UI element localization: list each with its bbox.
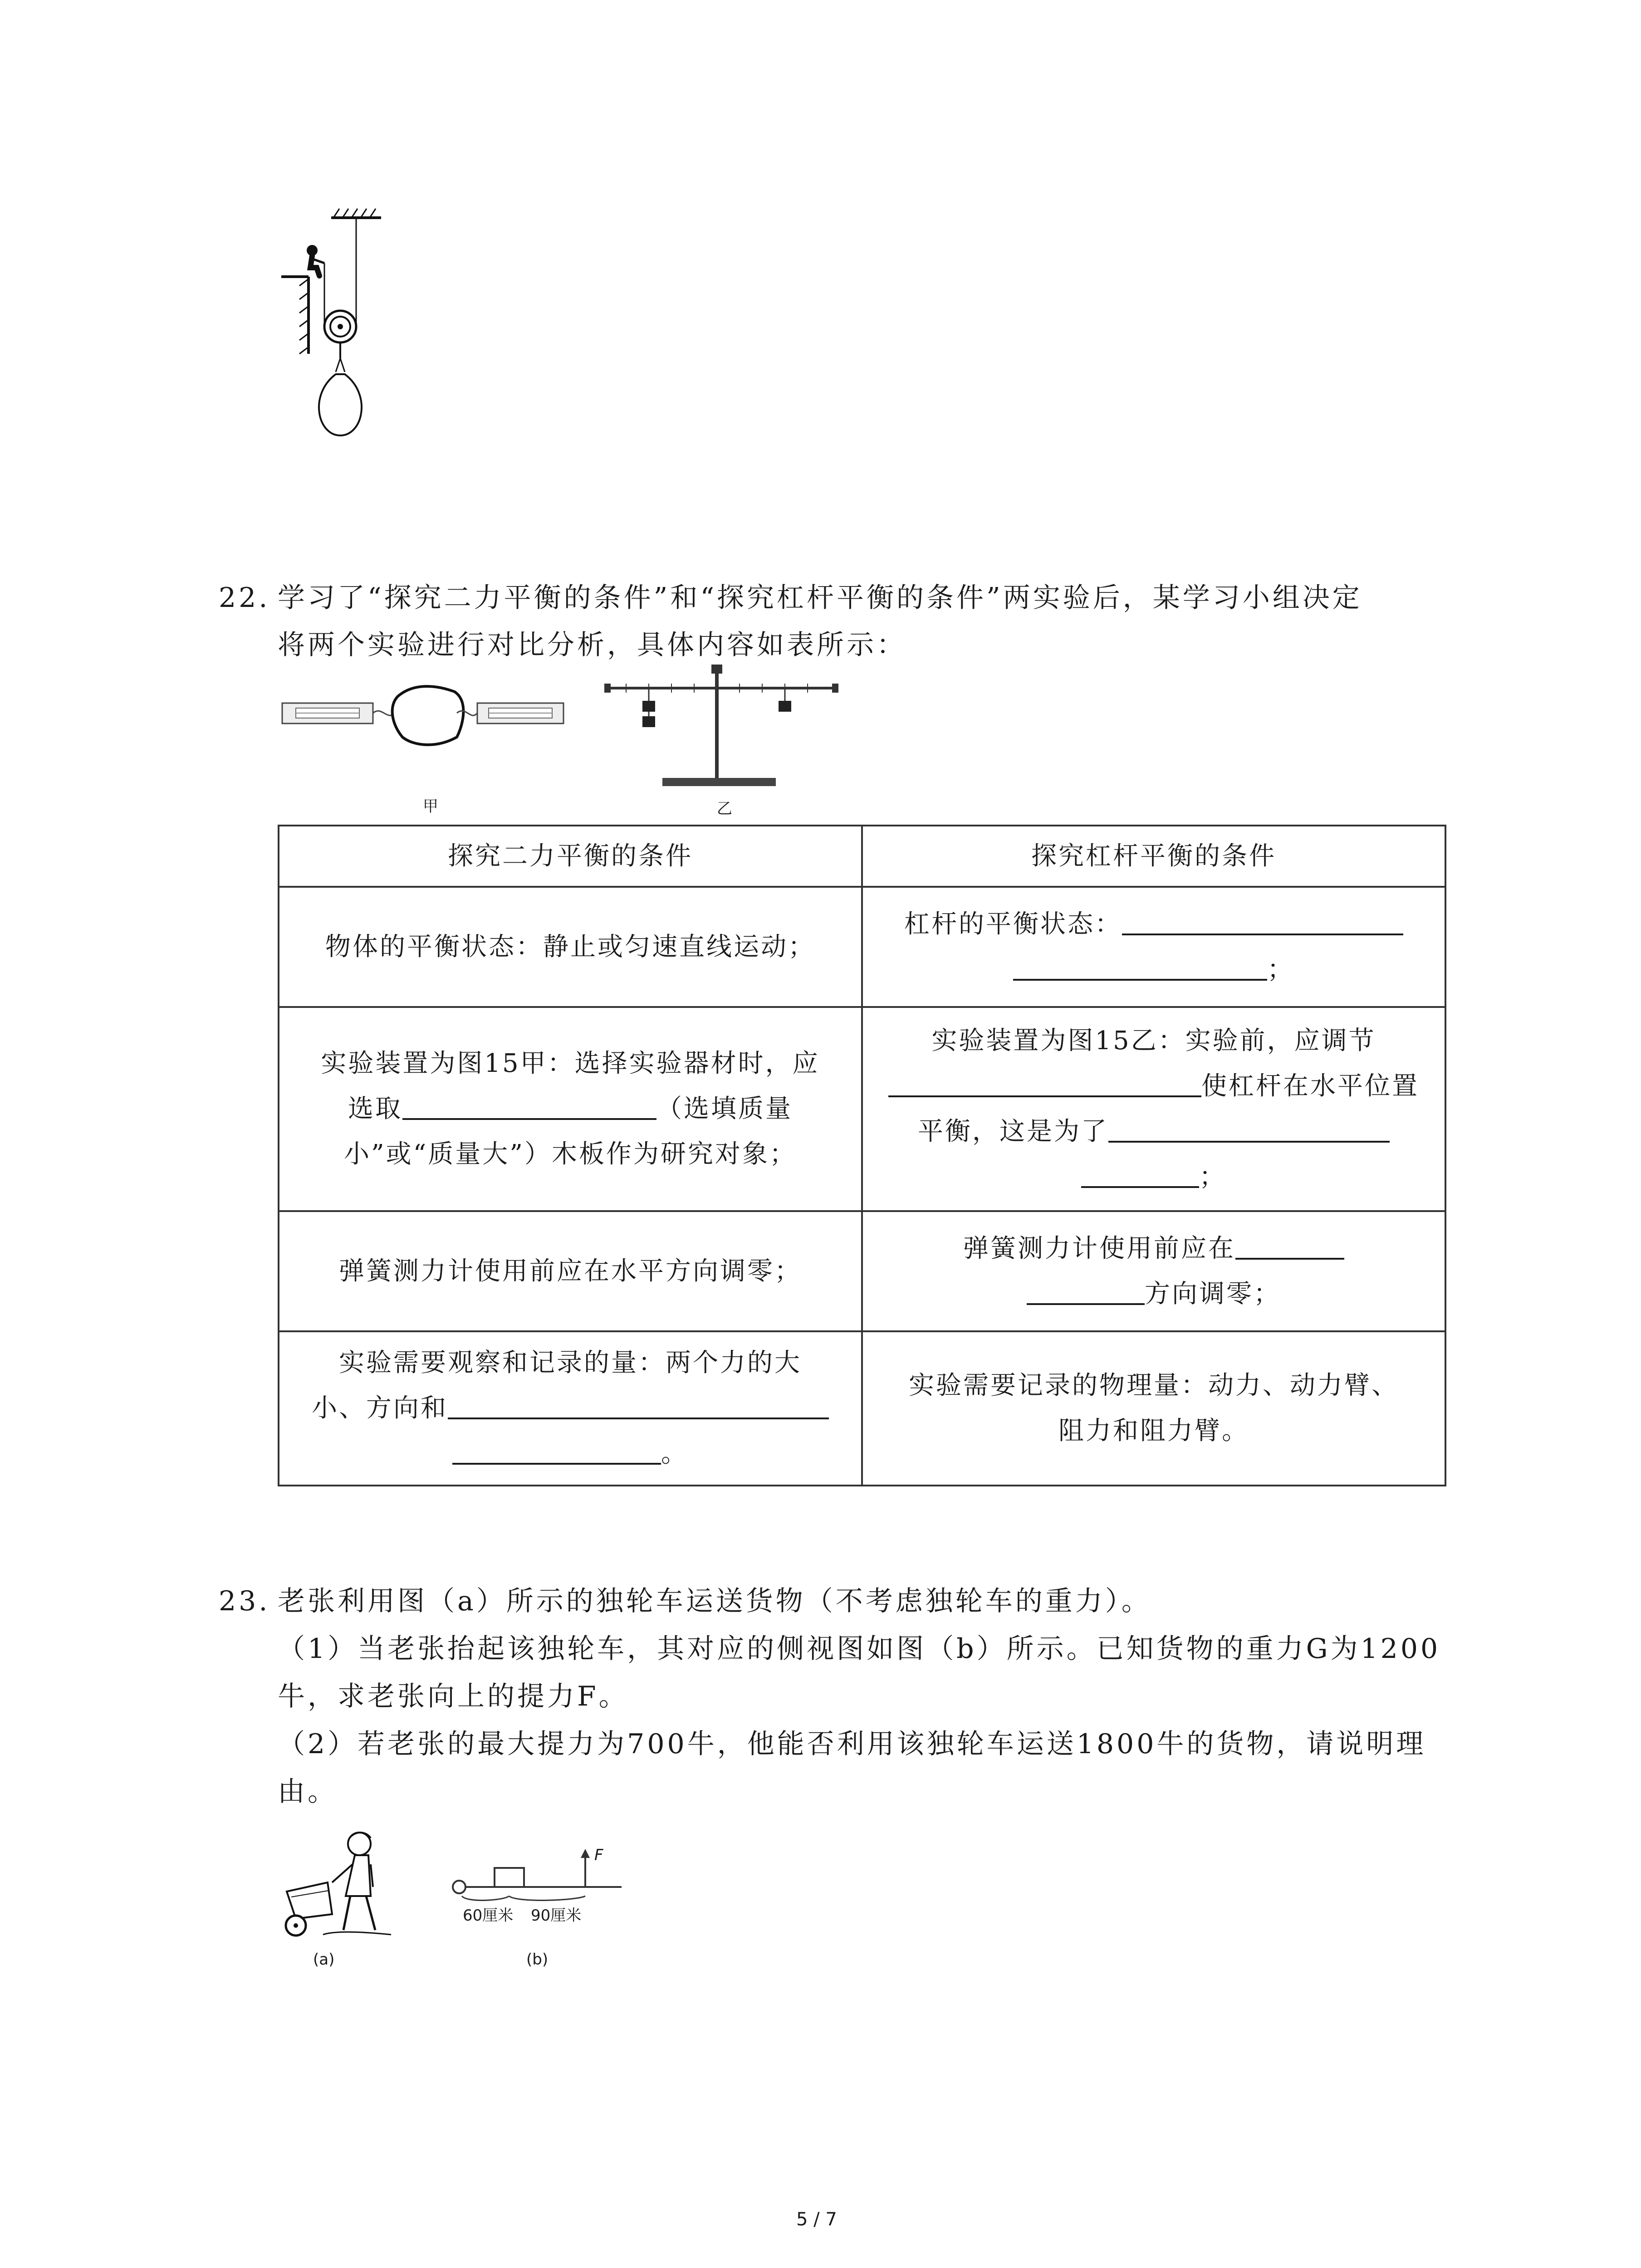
pulley-figure bbox=[272, 200, 408, 454]
answer-blank[interactable] bbox=[1235, 1231, 1344, 1260]
cell-r1-left: 物体的平衡状态：静止或匀速直线运动； bbox=[279, 887, 862, 1007]
q22-number: 22. bbox=[219, 582, 270, 614]
cell-r1-right: 杠杆的平衡状态： ； bbox=[862, 887, 1445, 1007]
fig-a-caption: (a) bbox=[313, 1950, 335, 1969]
q23-number: 23. bbox=[219, 1585, 270, 1617]
answer-blank[interactable] bbox=[888, 1068, 1201, 1097]
q23-line5: 由。 bbox=[278, 1776, 338, 1808]
answer-blank[interactable] bbox=[1081, 1159, 1199, 1188]
cell-r4-right: 实验需要记录的物理量：动力、动力臂、 阻力和阻力臂。 bbox=[862, 1331, 1445, 1486]
answer-blank[interactable] bbox=[402, 1091, 656, 1120]
q23-line4: （2）若老张的最大提力为700牛，他能否利用该独轮车运送1800牛的货物，请说明理 bbox=[278, 1728, 1426, 1760]
answer-blank[interactable] bbox=[452, 1436, 661, 1465]
page-number: 5 / 7 bbox=[796, 2209, 837, 2230]
cell-r3-left: 弹簧测力计使用前应在水平方向调零； bbox=[279, 1211, 862, 1331]
q23-line2: （1）当老张抬起该独轮车，其对应的侧视图如图（b）所示。已知货物的重力G为1200 bbox=[278, 1633, 1441, 1665]
answer-blank[interactable] bbox=[1013, 952, 1267, 981]
fig-yi-label: 乙 bbox=[717, 800, 732, 818]
dimension-90cm: 90厘米 bbox=[531, 1906, 582, 1925]
cell-r2-right: 实验装置为图15乙：实验前，应调节 使杠杆在水平位置 平衡，这是为了 ； bbox=[862, 1007, 1445, 1211]
comparison-table bbox=[278, 825, 1446, 1486]
answer-blank[interactable] bbox=[1122, 906, 1403, 935]
answer-blank[interactable] bbox=[1027, 1276, 1145, 1305]
q23-line3: 牛，求老张向上的提力F。 bbox=[278, 1681, 629, 1712]
answer-blank[interactable] bbox=[448, 1390, 829, 1419]
two-force-apparatus-figure bbox=[278, 678, 568, 751]
lever-apparatus-figure bbox=[603, 660, 839, 796]
force-label: F bbox=[594, 1846, 603, 1864]
table-header-two-force: 探究二力平衡的条件 bbox=[279, 826, 862, 887]
cell-r2-left: 实验装置为图15甲：选择实验器材时，应 选取 （选填质量 小”或“质量大”）木板作为研究对象； bbox=[279, 1007, 862, 1211]
table-header-lever: 探究杠杆平衡的条件 bbox=[862, 826, 1445, 887]
answer-blank[interactable] bbox=[1108, 1114, 1390, 1143]
q22-line1: 学习了“探究二力平衡的条件”和“探究杠杆平衡的条件”两实验后，某学习小组决定 bbox=[278, 582, 1362, 614]
q23-line1: 老张利用图（a）所示的独轮车运送货物（不考虑独轮车的重力）。 bbox=[278, 1585, 1151, 1617]
q22-line2: 将两个实验进行对比分析，具体内容如表所示： bbox=[278, 629, 906, 661]
fig-jia-label: 甲 bbox=[423, 797, 438, 816]
dimension-60cm: 60厘米 bbox=[463, 1906, 514, 1925]
cell-r3-right: 弹簧测力计使用前应在 方向调零； bbox=[862, 1211, 1445, 1331]
wheelbarrow-man-figure bbox=[278, 1823, 414, 1941]
cell-r4-left: 实验需要观察和记录的量：两个力的大 小、方向和 。 bbox=[279, 1331, 862, 1486]
fig-b-caption: (b) bbox=[526, 1950, 549, 1969]
